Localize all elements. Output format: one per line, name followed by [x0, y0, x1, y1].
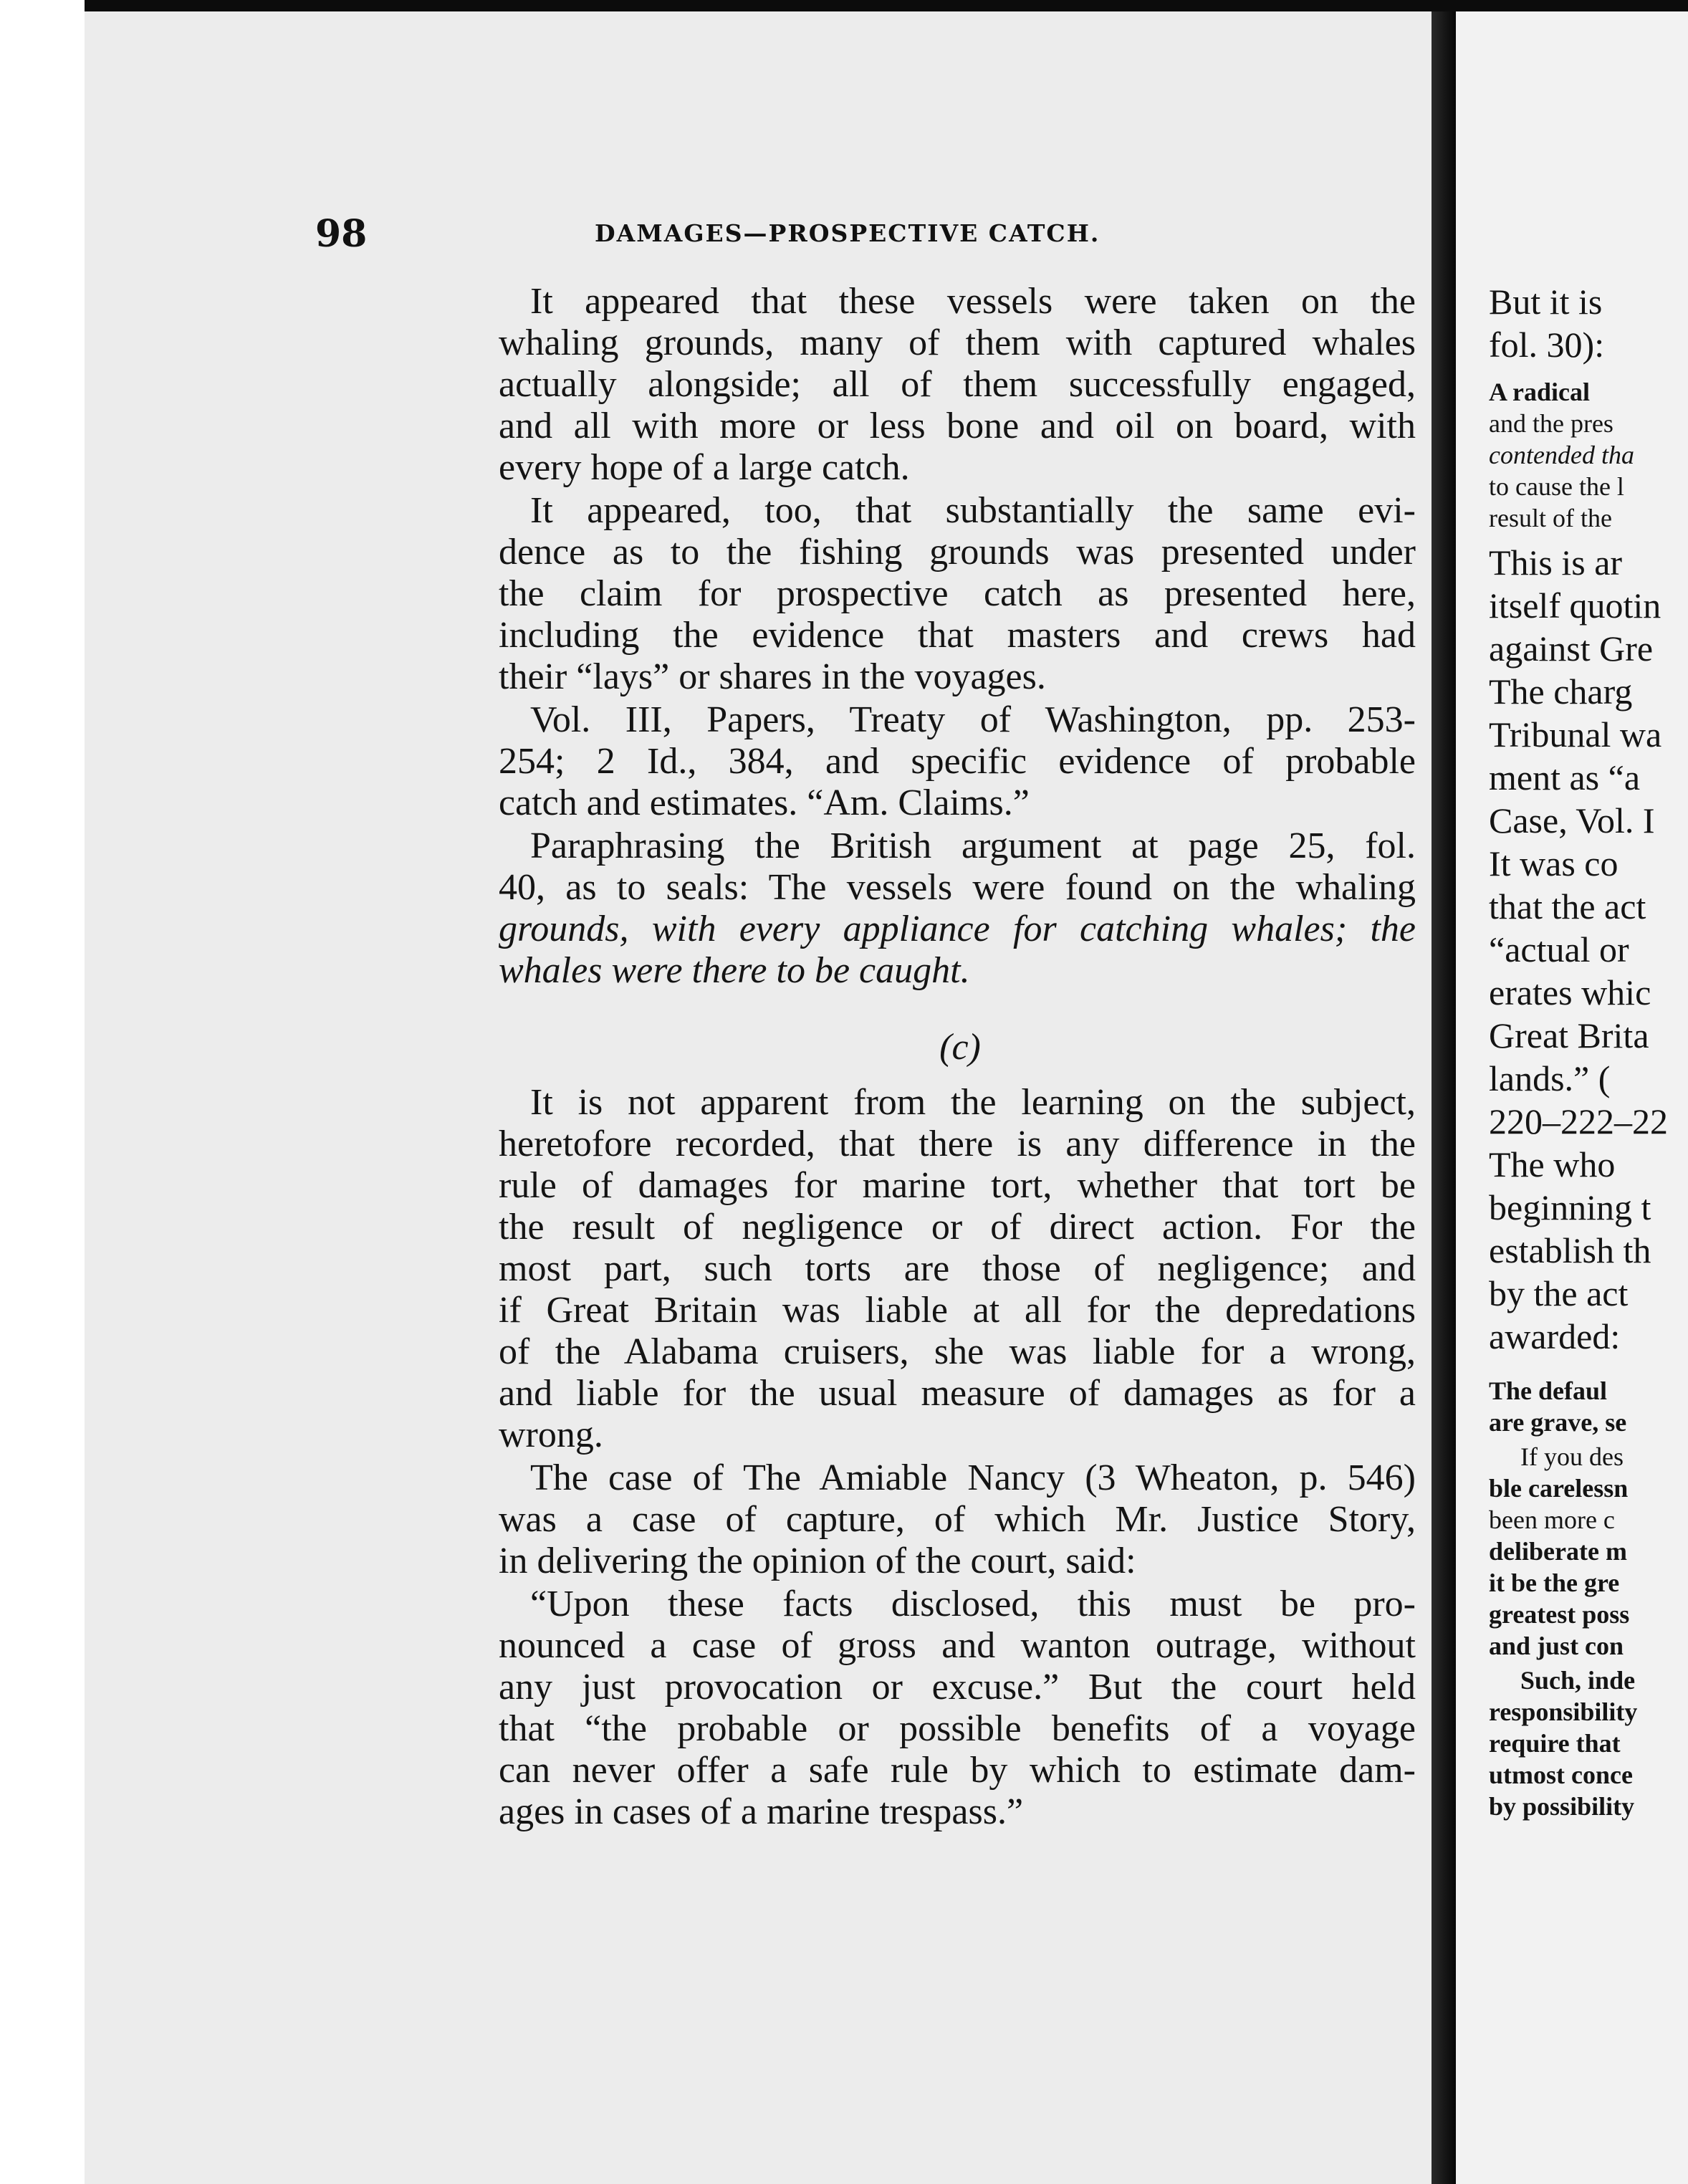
page-number: 98 [315, 212, 368, 256]
body-line: It is not apparent from the learning on the subject, [530, 1082, 1416, 1123]
body-line: heretofore recorded, that there is any difference in the [499, 1124, 1416, 1164]
body-line: the claim for prospective catch as presented here, [499, 573, 1416, 614]
right-page-line: erates whic [1489, 972, 1651, 1012]
right-page-line: by possibility [1489, 1792, 1635, 1821]
right-page-line: that the act [1489, 886, 1646, 926]
right-page-line: This is ar [1489, 542, 1623, 583]
body-line: including the evidence that masters and crews had [499, 615, 1416, 656]
right-page-line: Tribunal wa [1489, 714, 1662, 755]
right-page-line: If you des [1520, 1442, 1624, 1471]
body-line: Paraphrasing the British argument at page 25, fol. [530, 825, 1416, 866]
body-line: was a case of capture, of which Mr. Justice Story, [499, 1499, 1416, 1540]
body-line: every hope of a large catch. [499, 447, 910, 488]
right-page-line: to cause the l [1489, 472, 1624, 501]
body-line: whales were there to be caught. [499, 950, 970, 991]
right-page-line: “actual or [1489, 929, 1629, 969]
body-line: if Great Britain was liable at all for the depredations [499, 1290, 1416, 1331]
body-line: actually alongside; all of them successfully engaged, [499, 364, 1416, 405]
right-page-line: and the pres [1489, 409, 1613, 438]
body-line: 254; 2 Id., 384, and specific evidence of probable [499, 741, 1416, 782]
right-page-line: beginning t [1489, 1187, 1651, 1227]
right-page-line: The who [1489, 1144, 1616, 1184]
body-line: The case of The Amiable Nancy (3 Wheaton, p. 546) [530, 1457, 1416, 1498]
body-line: and liable for the usual measure of damages as for a [499, 1373, 1416, 1414]
page-gutter [1432, 11, 1456, 2184]
right-page-line: It was co [1489, 843, 1619, 883]
body-line: ages in cases of a marine trespass.” [499, 1791, 1024, 1832]
right-page-line: But it is [1489, 282, 1603, 322]
right-page-line: ble carelessn [1489, 1474, 1629, 1503]
right-page-line: been more c [1489, 1505, 1615, 1534]
scan-top-border [0, 0, 1688, 11]
right-page-line: responsibility [1489, 1697, 1638, 1726]
body-line: can never offer a safe rule by which to estimate dam- [499, 1750, 1416, 1791]
body-line: It appeared, too, that substantially the same evi- [530, 490, 1416, 531]
right-page-line: greatest poss [1489, 1600, 1630, 1629]
right-page [1456, 11, 1688, 2184]
right-page-line: Great Brita [1489, 1015, 1649, 1055]
right-page-line: lands.” ( [1489, 1058, 1611, 1098]
right-page-line: awarded: [1489, 1316, 1621, 1356]
body-line: whaling grounds, many of them with captured whales [499, 322, 1416, 363]
body-line: most part, such torts are those of negligence; and [499, 1248, 1416, 1289]
body-line: in delivering the opinion of the court, said: [499, 1541, 1136, 1581]
right-page-line: establish th [1489, 1230, 1651, 1270]
right-page-line: contended tha [1489, 441, 1634, 469]
right-page-line: deliberate m [1489, 1537, 1627, 1566]
body-line: catch and estimates. “Am. Claims.” [499, 782, 1030, 823]
body-line: the result of negligence or of direct action. For the [499, 1207, 1416, 1247]
body-line: “Upon these facts disclosed, this must be pro- [530, 1584, 1416, 1624]
right-page-line: it be the gre [1489, 1568, 1620, 1597]
right-page-line: by the act [1489, 1273, 1629, 1313]
running-head: DAMAGES—PROSPECTIVE CATCH. [595, 219, 1100, 247]
right-page-line: Such, inde [1520, 1666, 1636, 1695]
right-page-line: itself quotin [1489, 585, 1661, 626]
right-page-line: A radical [1489, 378, 1590, 406]
body-line: that “the probable or possible benefits of a voyage [499, 1708, 1416, 1749]
body-line: their “lays” or shares in the voyages. [499, 656, 1046, 697]
right-page-line: are grave, se [1489, 1408, 1627, 1437]
right-page-line: fol. 30): [1489, 325, 1605, 365]
scan-left-margin [0, 0, 85, 2184]
right-page-line: Case, Vol. I [1489, 800, 1655, 840]
right-page-line: ment as “a [1489, 757, 1641, 798]
body-line: grounds, with every appliance for catching whales; the [499, 909, 1416, 949]
right-page-line: utmost conce [1489, 1761, 1633, 1789]
right-page-line: The defaul [1489, 1376, 1608, 1405]
body-line: dence as to the fishing grounds was presented under [499, 532, 1416, 573]
body-line: It appeared that these vessels were taken on the [530, 281, 1416, 322]
right-page-line: 220–222–22 [1489, 1101, 1668, 1141]
right-page-line: and just con [1489, 1632, 1624, 1660]
section-marker: (c) [939, 1027, 981, 1068]
body-line: 40, as to seals: The vessels were found on the whaling [499, 867, 1416, 908]
right-page-line: result of the [1489, 504, 1612, 532]
body-line: and all with more or less bone and oil on board, with [499, 406, 1416, 446]
right-page-line: require that [1489, 1729, 1621, 1758]
body-line: any just provocation or excuse.” But the court held [499, 1667, 1416, 1708]
right-page-line: against Gre [1489, 628, 1654, 669]
body-line: rule of damages for marine tort, whether that tort be [499, 1165, 1416, 1206]
body-line: nounced a case of gross and wanton outrage, without [499, 1625, 1416, 1666]
body-line: wrong. [499, 1414, 603, 1455]
right-page-line: The charg [1489, 671, 1633, 712]
body-line: Vol. III, Papers, Treaty of Washington, pp. 253- [530, 699, 1416, 740]
body-line: of the Alabama cruisers, she was liable for a wrong, [499, 1331, 1416, 1372]
